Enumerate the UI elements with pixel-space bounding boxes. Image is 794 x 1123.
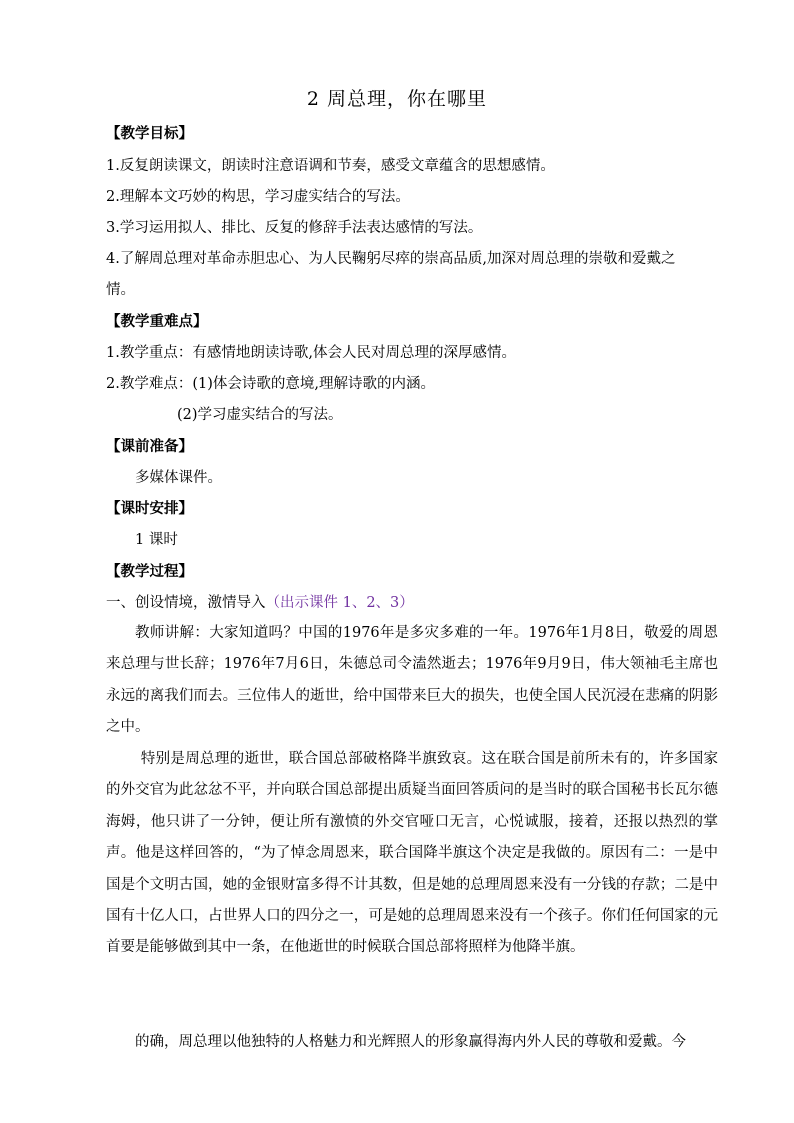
step-1-note: （出示课件 1、2、3）	[265, 595, 414, 611]
paragraph-1: 教师讲解：大家知道吗？中国的1976年是多灾多难的一年。1976年1月8日，敬爱的周恩来总理与世长辞；1976年7月6日，朱德总司令溘然逝去；1976年9月9日，伟大领袖毛主席也永远的离我们而去。三位伟人的逝世，给中国带来巨大的损失，也使全国人民沉浸在悲痛的阴影之中。	[106, 625, 718, 736]
preparation-text: 多媒体课件。	[135, 470, 222, 486]
key-item-2-sub: (2)学习虚实结合的写法。	[177, 407, 343, 423]
goal-item-4: 4.了解周总理对革命赤胆忠心、为人民鞠躬尽瘁的崇高品质,加深对周总理的崇敬和爱戴之	[106, 251, 676, 267]
heading-schedule: 【课时安排】	[106, 500, 193, 517]
key-item-1: 1.教学重点：有感情地朗读诗歌,体会人民对周总理的深厚感情。	[106, 345, 516, 361]
goal-item-2: 2.理解本文巧妙的构思，学习虚实结合的写法。	[106, 189, 410, 205]
paragraph-3: 的确，周总理以他独特的人格魅力和光辉照人的形象赢得海内外人民的尊敬和爱戴。今	[135, 1034, 686, 1050]
schedule-text: 1 课时	[135, 532, 178, 548]
step-1-line	[106, 593, 706, 613]
goal-item-4-cont: 情。	[106, 282, 135, 298]
goal-item-1: 1.反复朗读课文，朗读时注意语调和节奏，感受文章蕴含的思想感情。	[106, 158, 555, 174]
step-1-label: 一、创设情境，激情导入	[106, 595, 266, 611]
paragraph-2: 特别是周总理的逝世，联合国总部破格降半旗致哀。这在联合国是前所未有的，许多国家的外交官为此忿忿不平，并向联合国总部提出质疑当面回答质问的是当时的联合国秘书长瓦尔德海姆，他只讲了一分钟，便让所有激愤的外交官哑口无言，心悦诚服，接着，还报以热烈的掌声。他是这样回答的，“为了悼念周恩来，联合国降半旗这个决定是我做的。原因有二：一是中国是个文明古国，她的金银财富多得不计其数，但是她的总理周恩来没有一分钱的存款；二是中国有十亿人口，占世界人口的四分之一，可是她的总理周恩来没有一个孩子。你们任何国家的元首要是能够做到其中一条，在他逝世的时候联合国总部将照样为他降半旗。	[106, 751, 718, 956]
heading-goals: 【教学目标】	[106, 125, 193, 142]
heading-preparation: 【课前准备】	[106, 438, 193, 455]
key-item-2: 2.教学难点：(1)体会诗歌的意境,理解诗歌的内涵。	[106, 376, 435, 392]
heading-process: 【教学过程】	[106, 563, 193, 580]
page-title: 2 周总理，你在哪里	[306, 88, 488, 110]
goal-item-3: 3.学习运用拟人、排比、反复的修辞手法表达感情的写法。	[106, 220, 483, 236]
heading-key-points: 【教学重难点】	[106, 313, 208, 330]
